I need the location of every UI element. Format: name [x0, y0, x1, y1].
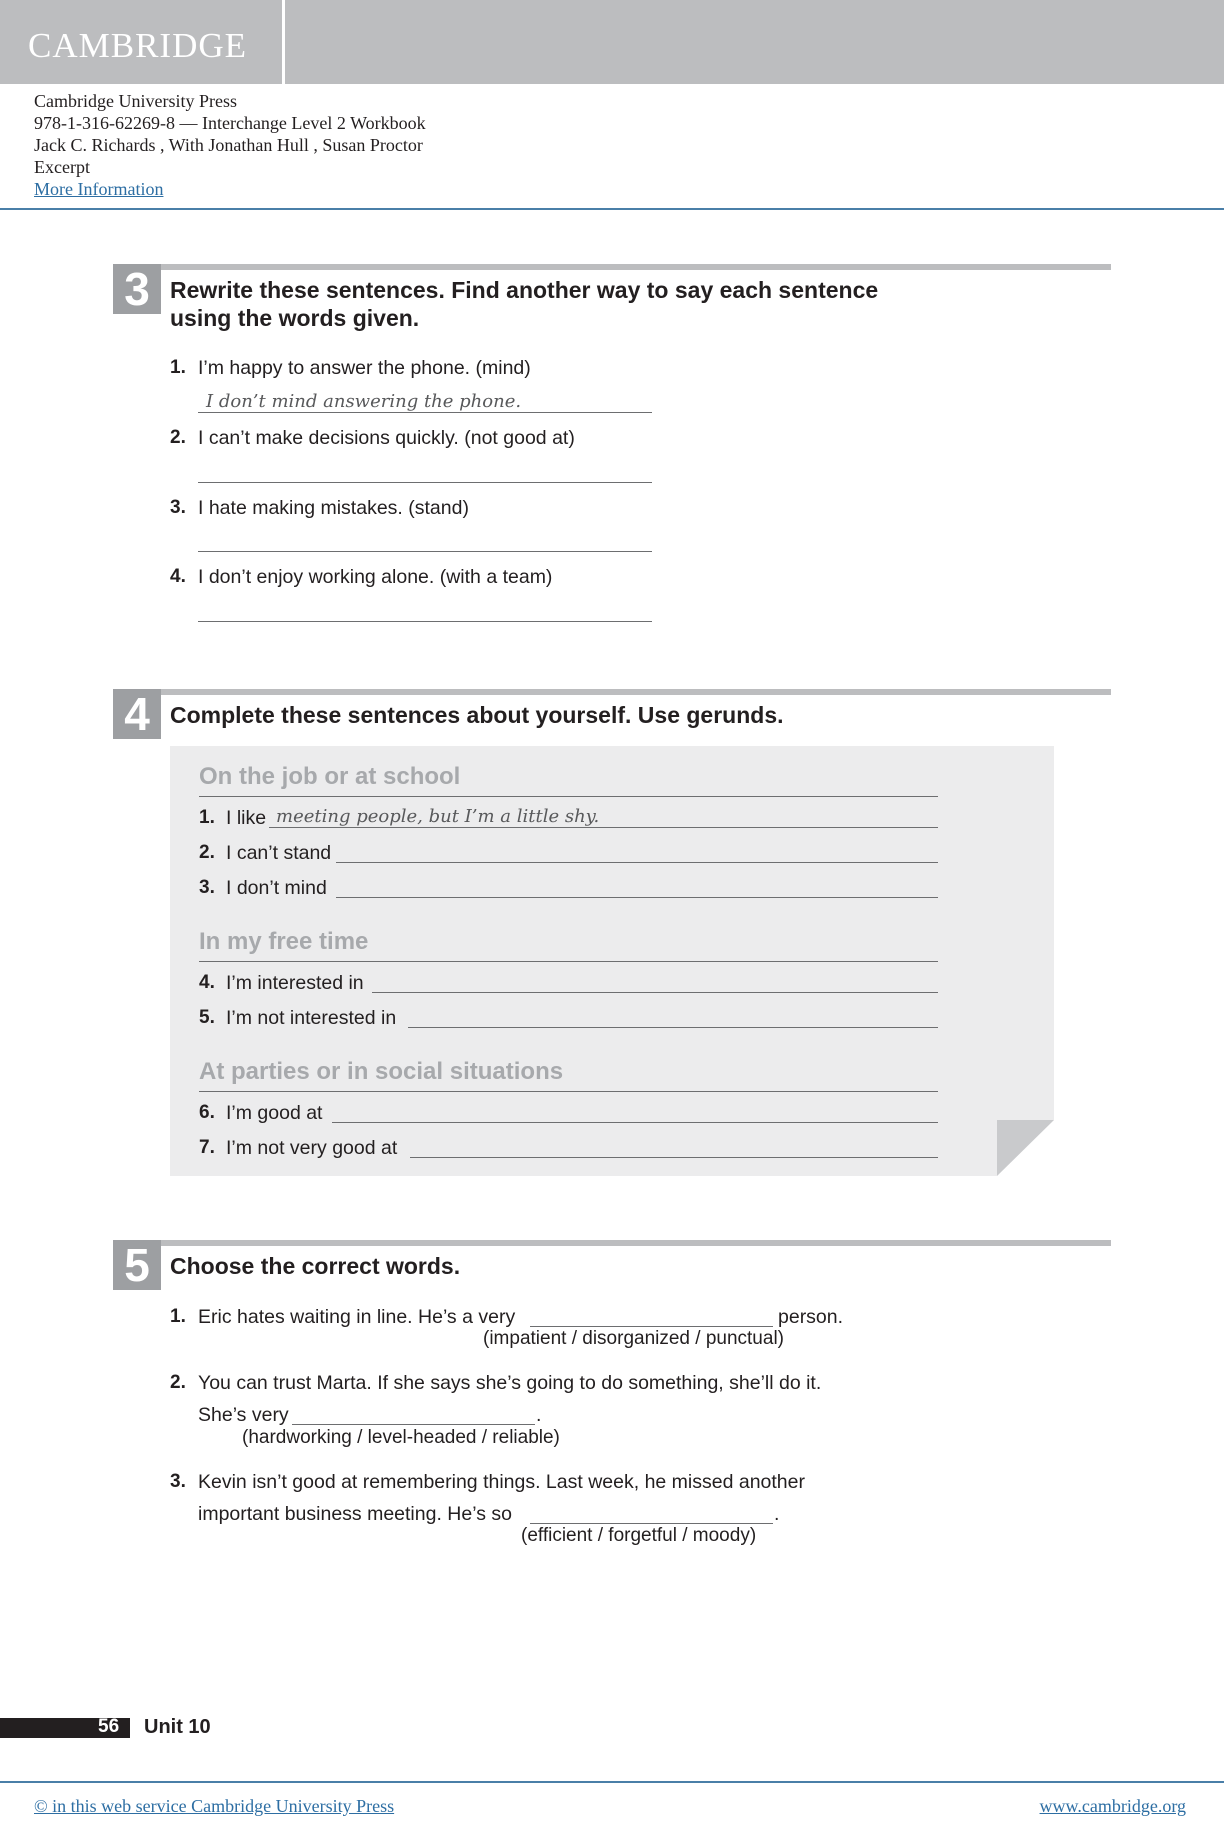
- s3-item-1-answer-line[interactable]: [198, 412, 652, 413]
- s4-item-6-number: 6.: [199, 1102, 215, 1123]
- copyright-link[interactable]: © in this web service Cambridge University Press: [34, 1796, 395, 1816]
- s3-item-1-number: 1.: [170, 357, 186, 378]
- s5-item-2-options: (hardworking / level-headed / reliable): [242, 1427, 560, 1448]
- s4-item-3-answer-line[interactable]: [336, 897, 938, 898]
- s5-item-2-blank[interactable]: [292, 1424, 535, 1425]
- website-link[interactable]: www.cambridge.org: [1039, 1796, 1186, 1816]
- s5-item-3-text-line1: Kevin isn’t good at remembering things. Last week, he missed another: [198, 1471, 805, 1493]
- s3-item-2-answer-line[interactable]: [198, 482, 652, 483]
- s5-item-3-text-line2: important business meeting. He’s so: [198, 1503, 512, 1525]
- s5-item-2-text-line2: She’s very: [198, 1404, 289, 1426]
- s4-item-7-answer-line[interactable]: [410, 1157, 938, 1158]
- section-3-title-line2: using the words given.: [170, 305, 420, 331]
- section-3-title: [170, 276, 878, 332]
- section-3-number: 3: [113, 264, 161, 314]
- s3-item-1-answer: I don’t mind answering the phone.: [206, 391, 522, 412]
- excerpt-label: Excerpt: [34, 157, 90, 177]
- section-4-bar: [113, 689, 1111, 695]
- s5-item-3-blank[interactable]: [530, 1523, 773, 1524]
- s4-item-7-number: 7.: [199, 1137, 215, 1158]
- section-5-title: Choose the correct words.: [170, 1253, 461, 1279]
- s3-item-4-answer-line[interactable]: [198, 621, 652, 622]
- group-3-heading: At parties or in social situations: [199, 1058, 564, 1085]
- page-curl-corner: [997, 1120, 1054, 1176]
- s4-item-4-number: 4.: [199, 972, 215, 993]
- group-3-heading-rule: [199, 1091, 938, 1092]
- more-information-link[interactable]: More Information: [34, 179, 164, 199]
- cambridge-logo: CAMBRIDGE: [28, 26, 248, 65]
- s5-item-3-options: (efficient / forgetful / moody): [521, 1525, 757, 1546]
- s3-item-3-answer-line[interactable]: [198, 551, 652, 552]
- section-3-title-line1: Rewrite these sentences. Find another way to say each sentence: [170, 277, 879, 303]
- s4-item-5-number: 5.: [199, 1007, 215, 1028]
- group-2-heading: In my free time: [199, 928, 369, 955]
- s3-item-2-number: 2.: [170, 427, 186, 448]
- isbn-title: 978-1-316-62269-8 — Interchange Level 2 Workbook: [34, 113, 426, 133]
- section-4-number: 4: [113, 689, 161, 739]
- publisher: Cambridge University Press: [34, 91, 237, 111]
- s3-item-2-text: I can’t make decisions quickly. (not good at): [198, 427, 575, 449]
- s5-item-2-number: 2.: [170, 1372, 186, 1393]
- s5-item-1-options: (impatient / disorganized / punctual): [483, 1328, 784, 1349]
- s4-item-2-text: I can’t stand: [226, 842, 332, 864]
- s5-item-2-text-line1: You can trust Marta. If she says she’s going to do something, she’ll do it.: [198, 1372, 822, 1394]
- book-metadata: [34, 90, 426, 200]
- section-4-title: Complete these sentences about yourself. Use gerunds.: [170, 702, 784, 728]
- s3-item-1-text: I’m happy to answer the phone. (mind): [198, 357, 531, 379]
- s3-item-4-number: 4.: [170, 566, 186, 587]
- s4-item-5-text: I’m not interested in: [226, 1007, 397, 1029]
- s4-item-3-number: 3.: [199, 877, 215, 898]
- s4-item-2-answer-line[interactable]: [336, 862, 938, 863]
- s5-item-3-number: 3.: [170, 1471, 186, 1492]
- unit-label: Unit 10: [144, 1716, 211, 1738]
- s5-item-1-text: Eric hates waiting in line. He’s a very: [198, 1306, 516, 1328]
- s4-item-6-text: I’m good at: [226, 1102, 323, 1124]
- s5-item-1-blank[interactable]: [530, 1326, 773, 1327]
- s4-item-4-text: I’m interested in: [226, 972, 364, 994]
- header-divider: [282, 0, 285, 84]
- s3-item-4-text: I don’t enjoy working alone. (with a team): [198, 566, 553, 588]
- s4-item-1-number: 1.: [199, 807, 215, 828]
- s5-item-3-period: .: [774, 1503, 780, 1525]
- s5-item-2-period: .: [536, 1404, 542, 1426]
- section-5-number: 5: [113, 1240, 161, 1290]
- section-3-bar: [113, 264, 1111, 270]
- group-1-heading-rule: [199, 796, 938, 797]
- s4-item-2-number: 2.: [199, 842, 215, 863]
- page-number: 56: [98, 1716, 120, 1737]
- s4-item-1-answer-line[interactable]: [269, 827, 938, 828]
- s4-item-5-answer-line[interactable]: [408, 1027, 938, 1028]
- s5-item-1-number: 1.: [170, 1306, 186, 1327]
- authors: Jack C. Richards , With Jonathan Hull , Susan Proctor: [34, 135, 423, 155]
- s4-item-1-answer: meeting people, but I’m a little shy.: [276, 806, 600, 827]
- s4-item-1-text: I like: [226, 807, 267, 829]
- footer-rule: [0, 1781, 1224, 1783]
- section-5-bar: [113, 1240, 1111, 1246]
- s3-item-3-number: 3.: [170, 497, 186, 518]
- group-2-heading-rule: [199, 961, 938, 962]
- s4-item-3-text: I don’t mind: [226, 877, 327, 899]
- s4-item-6-answer-line[interactable]: [332, 1122, 938, 1123]
- group-1-heading: On the job or at school: [199, 763, 461, 790]
- header-rule: [0, 208, 1224, 210]
- s3-item-3-text: I hate making mistakes. (stand): [198, 497, 469, 519]
- s4-item-4-answer-line[interactable]: [372, 992, 938, 993]
- s4-item-7-text: I’m not very good at: [226, 1137, 398, 1159]
- s5-item-1-suffix: person.: [778, 1306, 844, 1328]
